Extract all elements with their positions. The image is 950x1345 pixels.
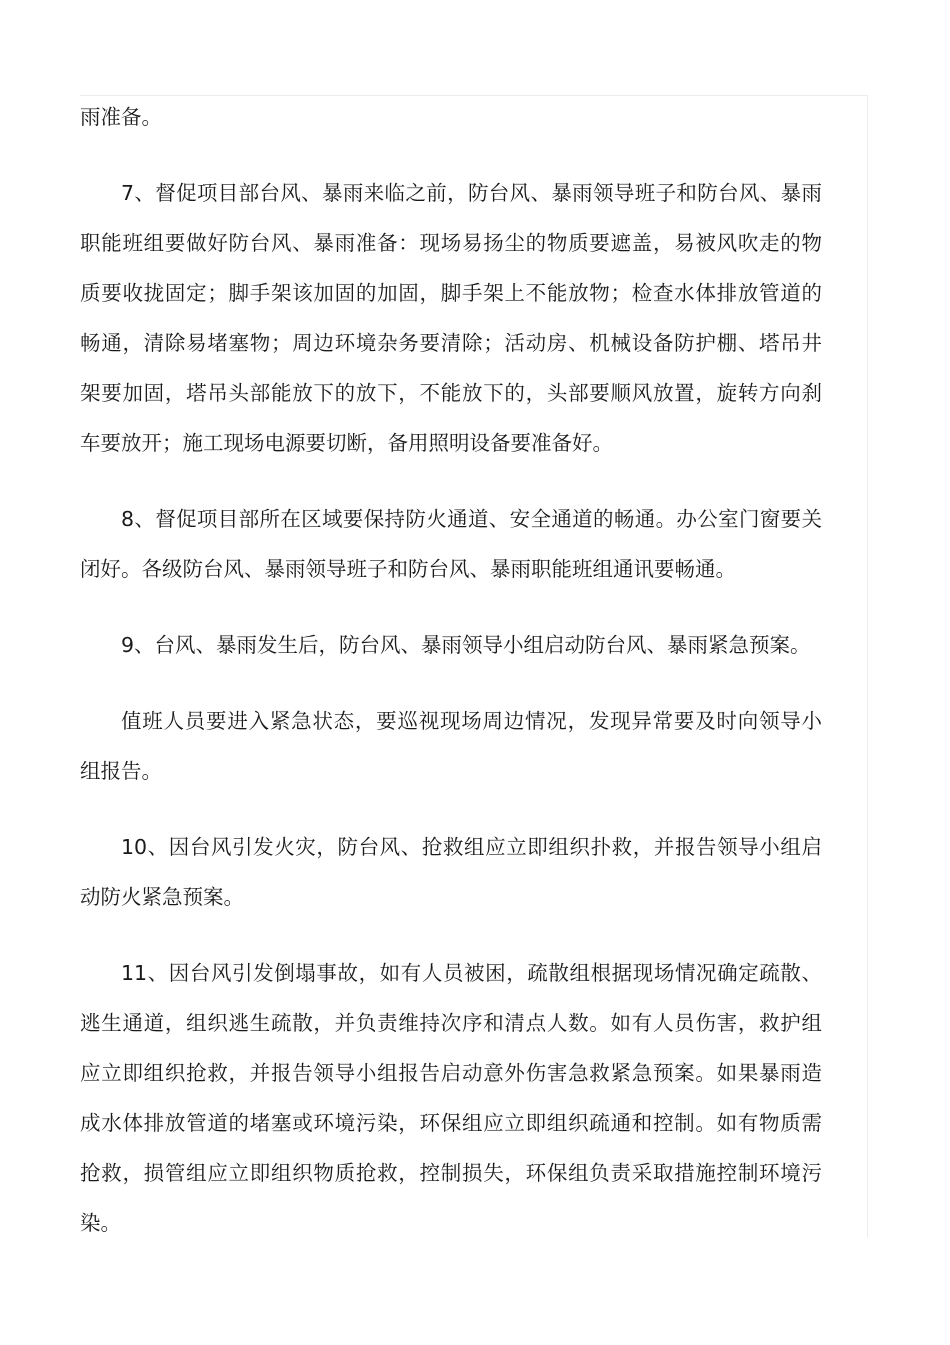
text-line: 逃生通道，组织逃生疏散，并负责维持次序和清点人数。如有人员伤害，救护组 <box>80 1011 822 1035</box>
paragraph-item-10 <box>80 822 822 922</box>
text-line: 雨准备。 <box>80 105 162 129</box>
text-line: 车要放开；施工现场电源要切断，备用照明设备要准备好。 <box>80 431 613 455</box>
text-line: 值班人员要进入紧急状态，要巡视现场周边情况，发现异常要及时向领导小 <box>121 709 822 733</box>
text-line: 动防火紧急预案。 <box>80 885 244 909</box>
text-line: 职能班组要做好防台风、暴雨准备：现场易扬尘的物质要遮盖，易被风吹走的物 <box>80 231 822 255</box>
text-line: 9、台风、暴雨发生后，防台风、暴雨领导小组启动防台风、暴雨紧急预案。 <box>121 633 811 657</box>
paragraph-item-8 <box>80 494 822 594</box>
text-line: 质要收拢固定；脚手架该加固的加固，脚手架上不能放物；检查水体排放管道的 <box>80 281 822 305</box>
text-line: 闭好。各级防台风、暴雨领导班子和防台风、暴雨职能班组通讯要畅通。 <box>80 557 736 581</box>
paragraph-continuation <box>80 92 822 142</box>
paragraph-item-9 <box>80 620 822 670</box>
document-body <box>80 92 822 1248</box>
text-line: 成水体排放管道的堵塞或环境污染，环保组应立即组织疏通和控制。如有物质需 <box>80 1111 822 1135</box>
text-line: 染。 <box>80 1211 121 1235</box>
paragraph-item-11 <box>80 948 822 1248</box>
text-line: 11、因台风引发倒塌事故，如有人员被困，疏散组根据现场情况确定疏散、 <box>121 961 822 985</box>
paragraph-duty-staff <box>80 696 822 796</box>
text-line: 抢救，损管组应立即组织物质抢救，控制损失，环保组负责采取措施控制环境污 <box>80 1161 822 1185</box>
text-line: 架要加固，塔吊头部能放下的放下，不能放下的，头部要顺风放置，旋转方向刹 <box>80 381 822 405</box>
paragraph-item-7 <box>80 168 822 468</box>
text-line: 7、督促项目部台风、暴雨来临之前，防台风、暴雨领导班子和防台风、暴雨 <box>121 181 822 205</box>
text-line: 8、督促项目部所在区域要保持防火通道、安全通道的畅通。办公室门窗要关 <box>121 507 822 531</box>
text-line: 10、因台风引发火灾，防台风、抢救组应立即组织扑救，并报告领导小组启 <box>121 835 822 859</box>
text-line: 应立即组织抢救，并报告领导小组报告启动意外伤害急救紧急预案。如果暴雨造 <box>80 1061 822 1085</box>
text-line: 组报告。 <box>80 759 162 783</box>
text-line: 畅通，清除易堵塞物；周边环境杂务要清除；活动房、机械设备防护棚、塔吊井 <box>80 331 822 355</box>
